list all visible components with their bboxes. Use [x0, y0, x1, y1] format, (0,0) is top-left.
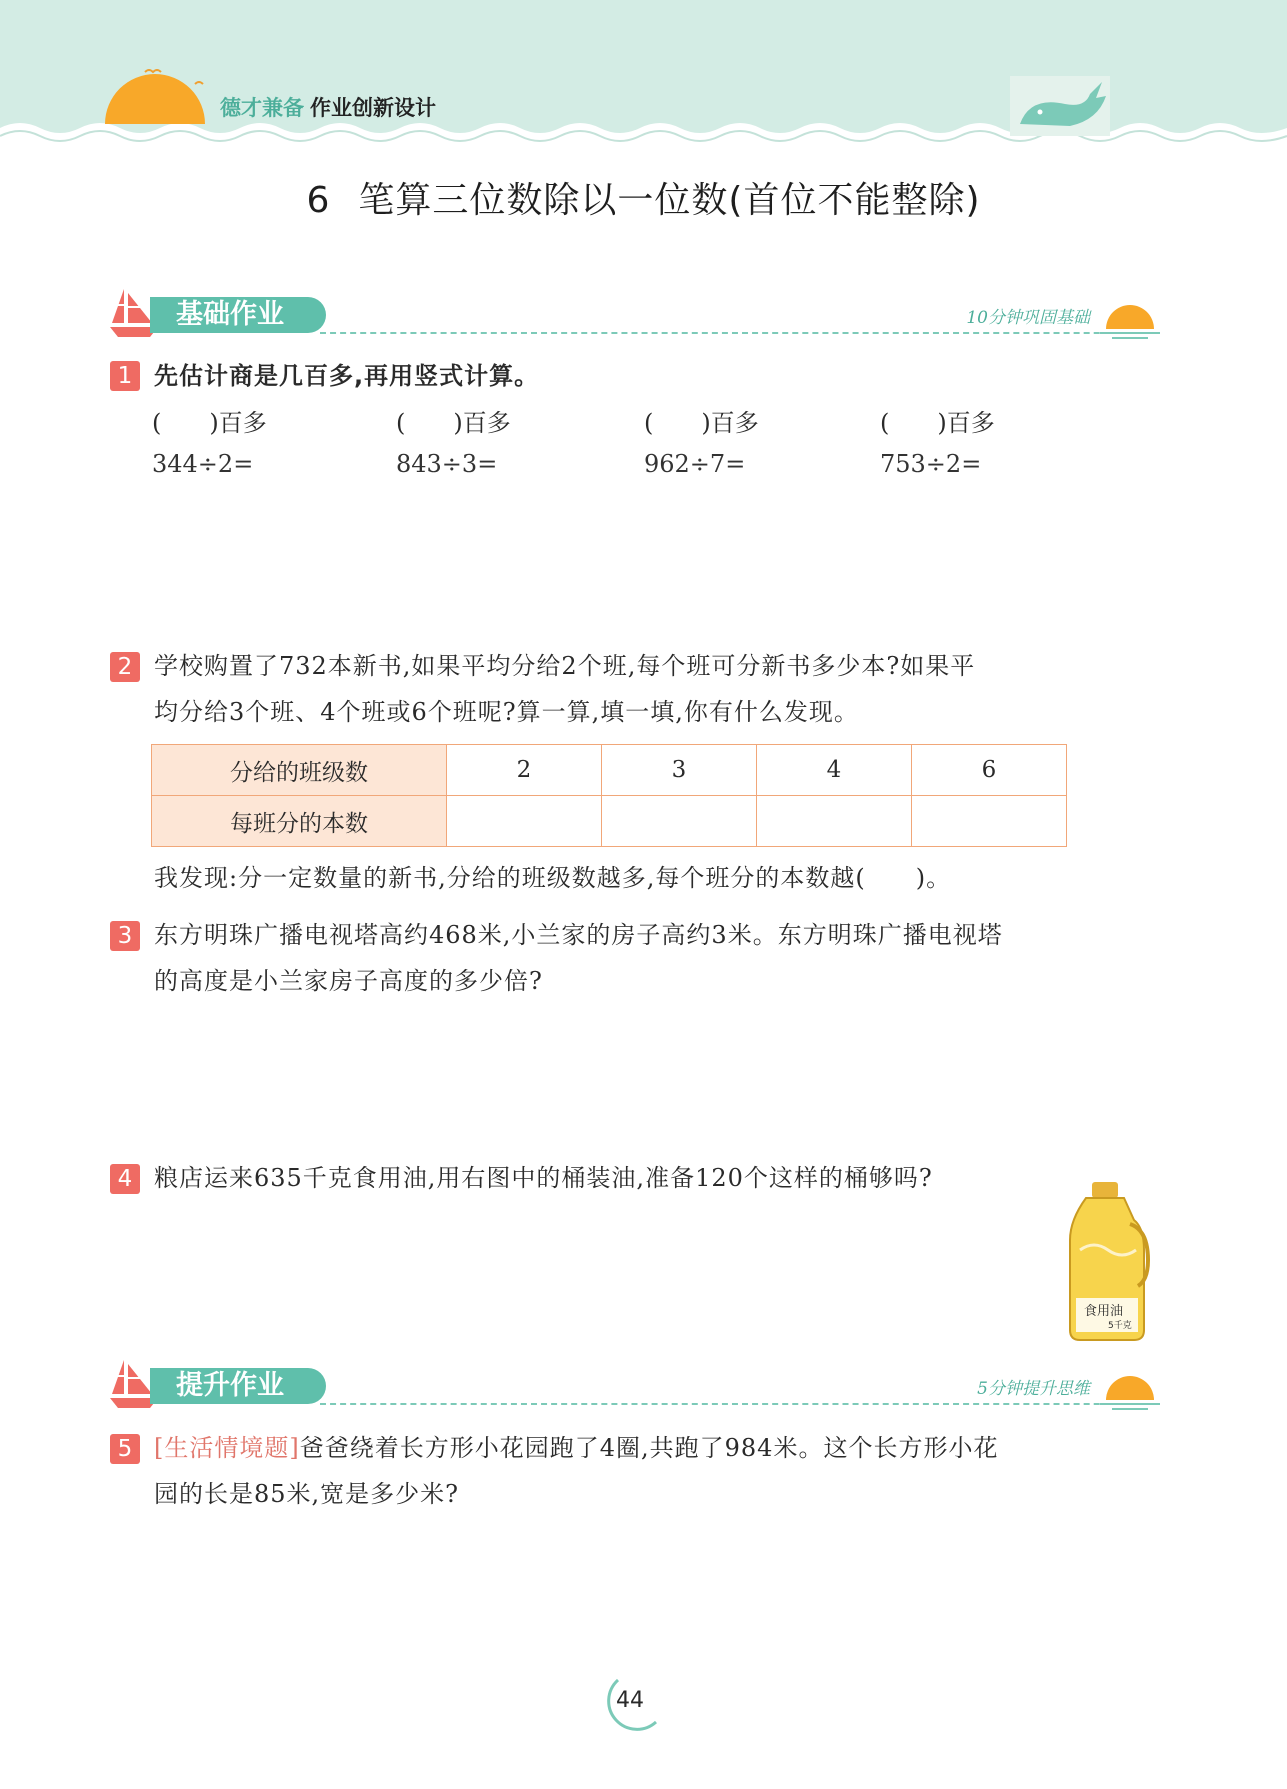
brand	[220, 92, 436, 122]
section-divider	[320, 332, 1160, 334]
brand-accent: 德才兼备	[220, 96, 304, 120]
oil-bottle	[1064, 1180, 1150, 1346]
answer-cell[interactable]	[912, 796, 1067, 847]
table-row	[152, 796, 1067, 847]
question-5-line-1-text: 爸爸绕着长方形小花园跑了4圈,共跑了984米。这个长方形小花	[299, 1434, 999, 1462]
question-1-text: 先估计商是几百多,再用竖式计算。	[154, 362, 540, 390]
table-cell: 6	[912, 745, 1067, 796]
brand-main: 作业创新设计	[310, 96, 436, 120]
question-3-line-1: 东方明珠广播电视塔高约468米,小兰家的房子高约3米。东方明珠广播电视塔	[154, 921, 1003, 949]
answer-cell[interactable]	[757, 796, 912, 847]
bottle-weight: 5千克	[1108, 1321, 1132, 1331]
context-tag: [生活情境题]	[154, 1434, 300, 1462]
answer-cell[interactable]	[447, 796, 602, 847]
section-banner-basic	[110, 285, 1160, 345]
section-note: 5分钟提升思维	[977, 1379, 1090, 1399]
answer-cell[interactable]	[602, 796, 757, 847]
division-problem: 753÷2=	[880, 450, 982, 478]
sun-icon	[100, 62, 210, 132]
question-5-line-2: 园的长是85米,宽是多少米?	[154, 1480, 460, 1508]
bottle-label: 食用油	[1084, 1304, 1124, 1319]
question-number-3: 3	[110, 921, 140, 951]
question-2-line-1: 学校购置了732本新书,如果平均分给2个班,每个班可分新书多少本?如果平	[154, 652, 976, 680]
section-banner-advanced	[110, 1356, 1160, 1416]
question-3-line-2: 的高度是小兰家房子高度的多少倍?	[154, 967, 543, 995]
estimate-blank[interactable]: ( )百多	[152, 409, 267, 437]
sun-icon	[1100, 293, 1160, 343]
lesson-title: 笔算三位数除以一位数(首位不能整除)	[358, 180, 981, 221]
division-problem: 962÷7=	[644, 450, 746, 478]
table-header-cell: 分给的班级数	[152, 745, 447, 796]
page-title	[0, 172, 1287, 223]
table-header-cell: 每班分的本数	[152, 796, 447, 847]
question-number-5: 5	[110, 1434, 140, 1464]
finding-text: 我发现:分一定数量的新书,分给的班级数越多,每个班分的本数越( )。	[154, 864, 952, 892]
whale-icon	[1010, 76, 1110, 136]
section-divider	[320, 1403, 1160, 1405]
question-2-line-2: 均分给3个班、4个班或6个班呢?算一算,填一填,你有什么发现。	[154, 698, 859, 726]
estimate-blank[interactable]: ( )百多	[396, 409, 511, 437]
question-number-4: 4	[110, 1164, 140, 1194]
lesson-number: 6	[306, 180, 331, 221]
estimate-blank[interactable]: ( )百多	[644, 409, 759, 437]
question-5-line-1	[154, 1425, 1144, 1471]
division-problem: 843÷3=	[396, 450, 498, 478]
question-number-2: 2	[110, 652, 140, 682]
section-label: 基础作业	[150, 297, 326, 333]
question-4-text: 粮店运来635千克食用油,用右图中的桶装油,准备120个这样的桶够吗?	[154, 1164, 933, 1192]
table-cell: 3	[602, 745, 757, 796]
sun-icon	[1100, 1364, 1160, 1414]
division-problem: 344÷2=	[152, 450, 254, 478]
section-note: 10分钟巩固基础	[966, 308, 1090, 328]
answer-table	[151, 744, 1067, 847]
page-number: 44	[616, 1688, 644, 1713]
table-cell: 2	[447, 745, 602, 796]
estimate-blank[interactable]: ( )百多	[880, 409, 995, 437]
table-cell: 4	[757, 745, 912, 796]
table-row	[152, 745, 1067, 796]
question-number-1: 1	[110, 361, 140, 391]
section-label: 提升作业	[150, 1368, 326, 1404]
